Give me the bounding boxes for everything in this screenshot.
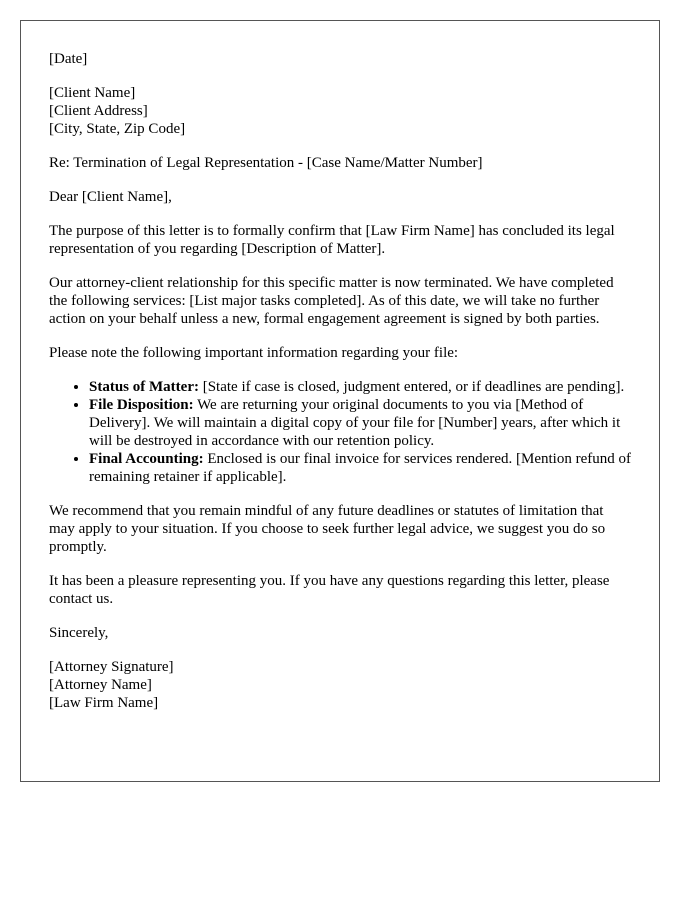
letter-date bbox=[49, 50, 631, 68]
recipient-name: [Client Name] bbox=[49, 85, 136, 101]
recipient-address: [Client Address] bbox=[49, 103, 148, 119]
paragraph-recommendation: We recommend that you remain mindful of any future deadlines or statutes of limitation that may apply to your situation. If you choose to seek further legal advice, we suggest you do so promptly. bbox=[49, 503, 606, 555]
status-label: Status of Matter: bbox=[89, 379, 199, 395]
list-item-final-accounting bbox=[89, 450, 631, 486]
list-item-status bbox=[89, 378, 631, 396]
list-item-file-disposition bbox=[89, 396, 631, 450]
final-accounting-text: Enclosed is our final invoice for services rendered. [Mention refund of remaining retainer if applicable]. bbox=[89, 451, 631, 485]
paragraph-purpose: The purpose of this letter is to formally confirm that [Law Firm Name] has concluded its legal representation of you regarding [Description of Matter]. bbox=[49, 223, 615, 257]
recipient-address-block bbox=[49, 84, 631, 138]
important-info-list bbox=[49, 378, 631, 486]
attorney-name: [Attorney Name] bbox=[49, 677, 152, 693]
file-disposition-label: File Disposition: bbox=[89, 397, 194, 413]
paragraph-relationship: Our attorney-client relationship for this specific matter is now terminated. We have completed the following services: [List major tasks completed]. As of this date, we will take no further action on your behalf unless a new, formal engagement agreement is signed by both parties. bbox=[49, 275, 614, 327]
subject-line: Re: Termination of Legal Representation - [Case Name/Matter Number] bbox=[49, 155, 483, 171]
attorney-signature: [Attorney Signature] bbox=[49, 659, 174, 675]
paragraph-pleasure: It has been a pleasure representing you. If you have any questions regarding this letter, please contact us. bbox=[49, 573, 610, 607]
law-firm-name: [Law Firm Name] bbox=[49, 695, 159, 711]
status-text: [State if case is closed, judgment entered, or if deadlines are pending]. bbox=[198, 379, 625, 395]
closing: Sincerely, bbox=[49, 625, 109, 641]
final-accounting-label: Final Accounting: bbox=[89, 451, 204, 467]
signature-block bbox=[49, 658, 631, 712]
salutation: Dear [Client Name], bbox=[49, 189, 172, 205]
paragraph-note-intro: Please note the following important information regarding your file: bbox=[49, 345, 459, 361]
date-text: [Date] bbox=[49, 51, 88, 67]
letter-document bbox=[20, 20, 660, 782]
file-disposition-text: We are returning your original documents to you via [Method of Delivery]. We will maintain a digital copy of your file for [Number] years, after which it will be destroyed in accordance with our retention policy. bbox=[89, 397, 621, 449]
recipient-city: [City, State, Zip Code] bbox=[49, 121, 186, 137]
